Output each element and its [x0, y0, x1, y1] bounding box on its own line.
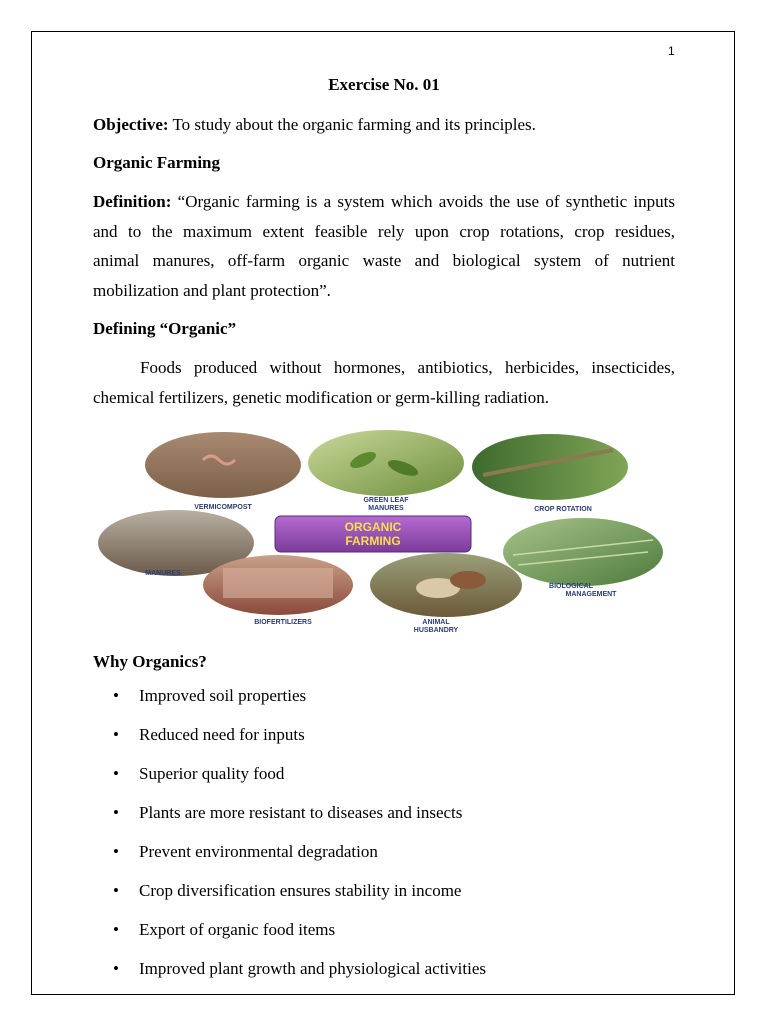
page-number: 1 — [668, 44, 675, 58]
green-leaf-label-1: GREEN LEAF — [363, 497, 409, 504]
bullet: • — [113, 842, 119, 861]
biological-management-image — [503, 518, 663, 586]
bullet: • — [113, 881, 119, 900]
vermicompost-label: VERMICOMPOST — [194, 504, 252, 511]
defining-text-line-1: Foods produced without hormones, antibiotics, herbicides, insecticides, — [140, 358, 675, 377]
animal-label-2: HUSBANDRY — [413, 627, 459, 634]
definition-label: Definition: — [93, 192, 172, 211]
organic-farming-box — [275, 516, 471, 552]
bullet: • — [113, 725, 119, 744]
objective-text: To study about the organic farming and its principles. — [168, 115, 536, 134]
organic-label: ORGANIC — [344, 520, 402, 534]
biofertilizers-label: BIOFERTILIZERS — [254, 619, 312, 626]
vermicompost-image — [145, 432, 301, 498]
definition-line-1 — [93, 187, 675, 217]
definition-line-4: mobilization and plant protection”. — [93, 281, 331, 300]
defining-organic-heading: Defining “Organic” — [93, 319, 237, 338]
bullet: • — [113, 803, 119, 822]
objective-line — [93, 110, 675, 140]
farming-label: FARMING — [345, 534, 401, 548]
animal-husbandry-image — [370, 553, 522, 617]
biological-label-1: BIOLOGICAL — [549, 583, 593, 590]
organic-farming-figure — [93, 430, 675, 640]
biological-label-2: MANAGEMENT — [565, 591, 617, 598]
definition-line-3: animal manures, off-farm organic waste and biological system of nutrient — [93, 251, 675, 270]
biofertilizers-image — [203, 555, 353, 615]
bullet: • — [113, 686, 119, 705]
defining-text-line-2: chemical fertilizers, genetic modification or germ-killing radiation. — [93, 388, 549, 407]
animal-label-1: ANIMAL — [422, 619, 450, 626]
objective-label: Objective: — [93, 115, 169, 134]
crop-rotation-label: CROP ROTATION — [534, 506, 592, 513]
manures-label: MANURES — [145, 570, 181, 577]
exercise-title: Exercise No. 01 — [328, 75, 440, 94]
bullet: • — [113, 920, 119, 939]
green-leaf-manures-image — [308, 430, 464, 496]
definition-line-2: and to the maximum extent feasible rely upon crop rotations, crop residues, — [93, 222, 675, 241]
bullet: • — [113, 959, 119, 978]
bullet: • — [113, 764, 119, 783]
why-organics-heading: Why Organics? — [93, 652, 207, 671]
organic-farming-heading: Organic Farming — [93, 153, 221, 172]
definition-text-1: “Organic farming is a system which avoids the use of synthetic inputs — [171, 192, 675, 211]
crop-rotation-image — [472, 434, 628, 500]
green-leaf-label-2: MANURES — [368, 505, 404, 512]
